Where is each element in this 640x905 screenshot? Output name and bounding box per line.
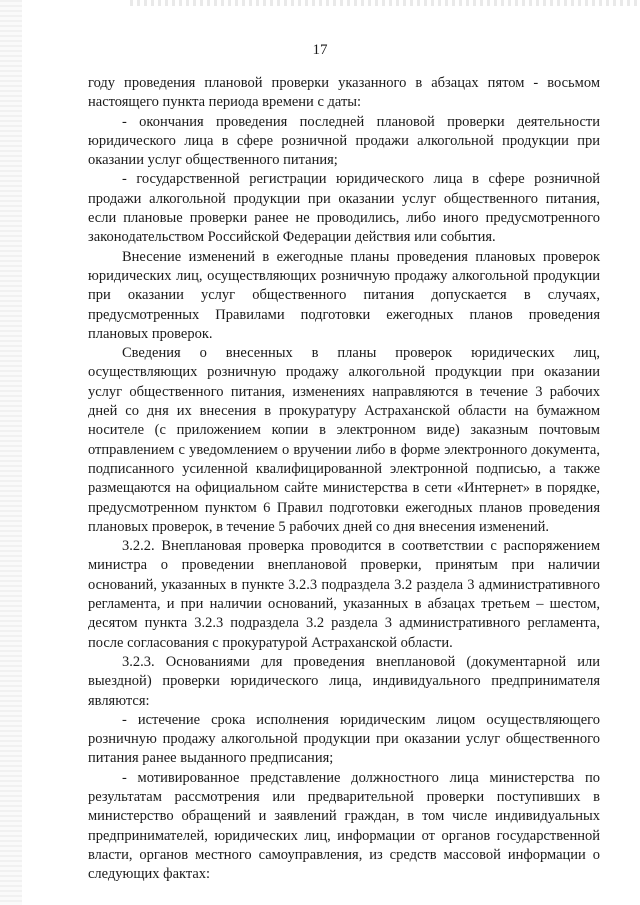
paragraph-3-2-2: 3.2.2. Внеплановая проверка проводится в соответствии с распоряжением министра о проведении внеплановой проверки, принятым при наличии оснований, указанных в пункте 3.2.3 подраздела 3.2 раздела 3 административного регламента, и при наличии оснований, указанных в абзацах третьем – шестом, десятом пункта 3.2.3 подраздела 3.2 раздела 3 административного регламента, после согласования с прокуратурой Астраханской области. <box>88 538 600 651</box>
paragraph-continuation: году проведения плановой проверки указанного в абзацах пятом - восьмом настоящего пункта периода времени с даты: <box>88 75 600 111</box>
list-item-motivated-submission: - мотивированное представление должностного лица министерства по результатам рассмотрения или предварительной проверки поступивших в министерство обращений и заявлений граждан, в том числе индивидуальных предпринимателей, юридических лиц, информации от органов государственной власти, органов местного самоуправления, из средств массовой информации о следующих фактах: <box>88 769 600 883</box>
list-item-state-registration: - государственной регистрации юридического лица в сфере розничной продажи алкогольной продукции при оказании услуг общественного питания, если плановые проверки ранее не проводились, либо иного предусмотренного законодательством Российской Федерации действия или события. <box>88 171 600 246</box>
list-item-end-of-last-inspection: - окончания проведения последней плановой проверки деятельности юридического лица в сфере розничной продажи алкогольной продукции при оказании услуг общественного питания; <box>88 113 600 169</box>
page-number: 17 <box>312 42 328 58</box>
paragraph-plan-changes: Внесение изменений в ежегодные планы проведения плановых проверок юридических лиц, осуществляющих розничную продажу алкогольной продукции при оказании услуг общественного питания допускается в случаях, предусмотренных Правилами подготовки ежегодных планов проведения плановых проверок. <box>88 248 600 342</box>
paragraph-3-2-3: 3.2.3. Основаниями для проведения внеплановой (документарной или выездной) проверки юридического лица, индивидуального предпринимателя являются: <box>88 653 600 709</box>
scan-edge-left <box>0 0 22 905</box>
scan-edge-top <box>130 0 640 6</box>
list-item-order-expiry: - истечение срока исполнения юридическим лицом осуществляющего розничную продажу алкогольной продукции при оказании услуг общественного питания ранее выданного предписания; <box>88 711 600 767</box>
paragraph-change-notification: Сведения о внесенных в планы проверок юридических лиц, осуществляющих розничную продажу алкогольной продукции при оказании услуг общественного питания, изменениях направляются в течение 3 рабочих дней со дня их внесения в прокуратуру Астраханской области на бумажном носителе (с приложением копии в электронном виде) заказным почтовым отправлением с уведомлением о вручении либо в форме электронного документа, подписанного усиленной квалифицированной электронной подписью, а также размещаются на официальном сайте министерства в сети «Интернет» в порядке, предусмотренном пунктом 6 Правил подготовки ежегодных планов проведения плановых проверок, в течение 5 рабочих дней со дня внесения изменений. <box>88 345 600 535</box>
document-body <box>88 74 600 884</box>
